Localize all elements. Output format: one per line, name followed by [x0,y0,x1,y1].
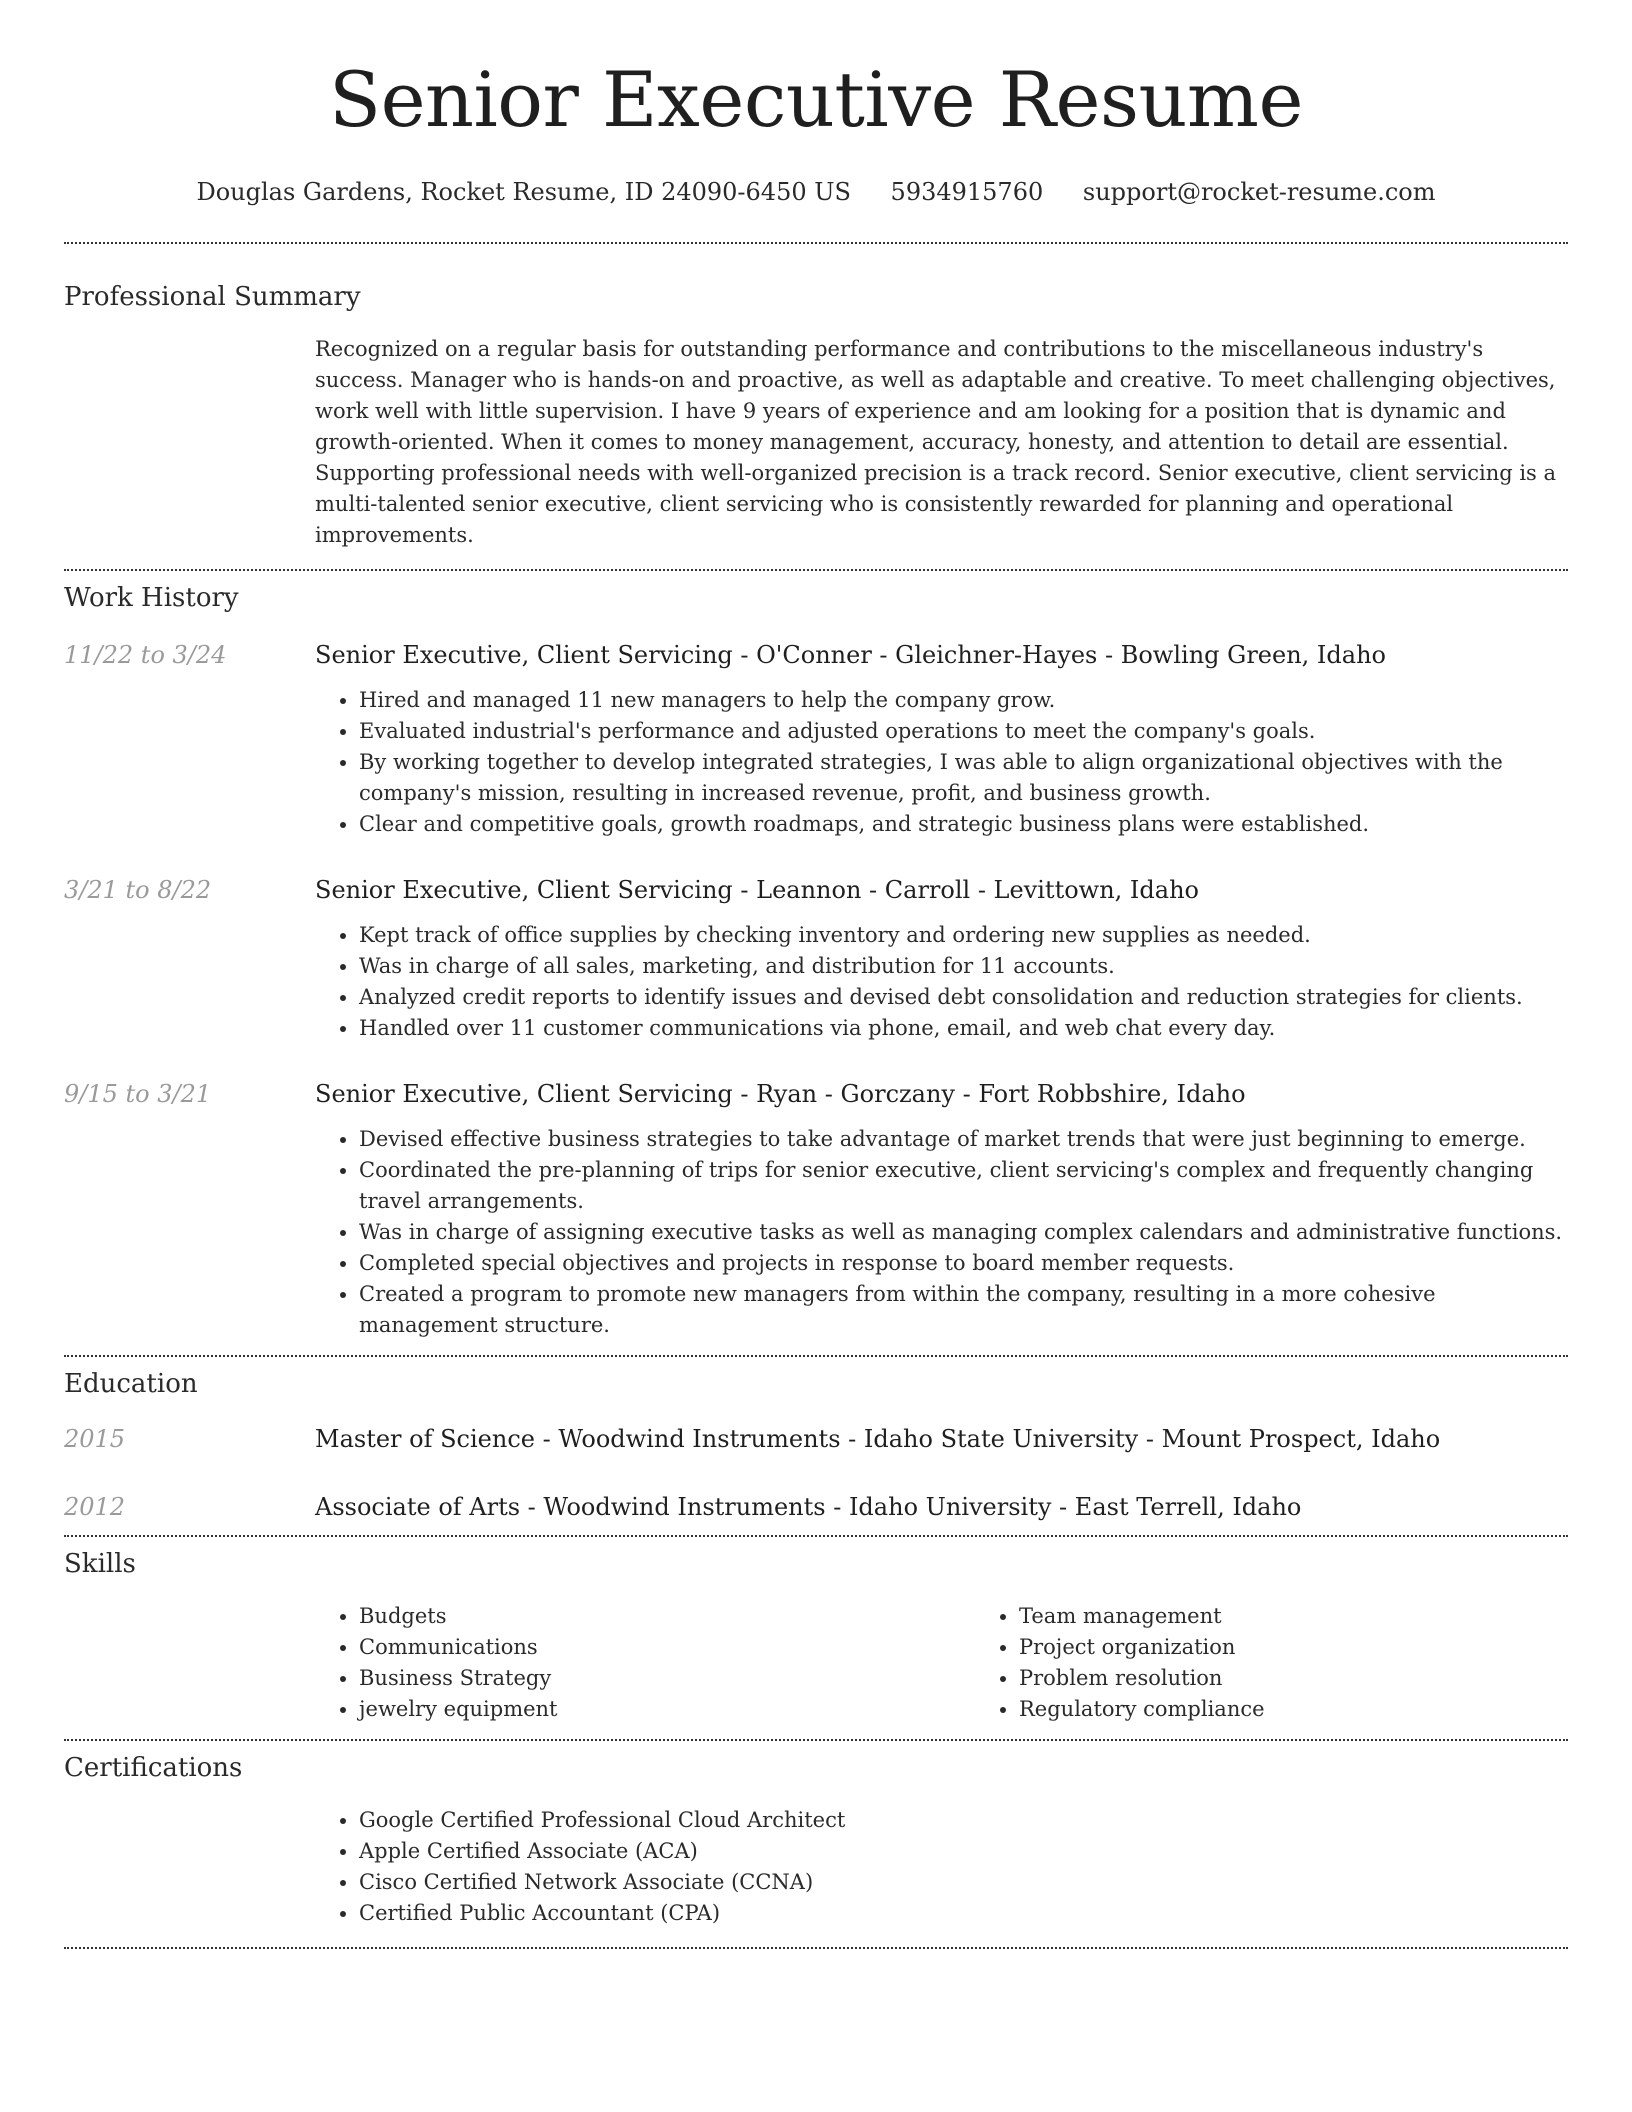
list-item: • Team management [1019,1601,1632,1632]
page-title: Senior Executive Resume [329,55,1303,144]
section-title-certifications: Certifications [64,1753,243,1783]
job-dates: 3/21 to 8/22 [64,876,212,904]
job-entry [64,874,1568,1044]
section-title-skills: Skills [64,1549,136,1579]
skills-list-right [975,1601,1632,1725]
list-item: • By working together to develop integrated strategies, I was able to align organizational objectives with the company's mission, resulting in increased revenue, profit, and business growth. [359,747,1568,809]
list-item: • Kept track of office supplies by checking inventory and ordering new supplies as needed. [359,920,1568,951]
education-year: 2012 [64,1493,126,1521]
education-degree: Master of Science - Woodwind Instruments - Idaho State University - Mount Prospect, Idaho [315,1425,1441,1453]
list-item: • Was in charge of all sales, marketing, and distribution for 11 accounts. [359,951,1568,982]
education-degree: Associate of Arts - Woodwind Instruments - Idaho University - East Terrell, Idaho [315,1493,1302,1521]
contact-address: Douglas Gardens, Rocket Resume, ID 24090-6450 US [196,178,851,206]
list-item: • Analyzed credit reports to identify issues and devised debt consolidation and reduction strategies for clients. [359,982,1568,1013]
list-item: • Hired and managed 11 new managers to help the company grow. [359,685,1568,716]
summary-section [64,244,1568,569]
list-item: • Problem resolution [1019,1663,1632,1694]
list-item: • Regulatory compliance [1019,1694,1632,1725]
list-item: • Coordinated the pre-planning of trips for senior executive, client servicing's complex and frequently changing travel arrangements. [359,1155,1568,1217]
list-item: • Business Strategy [359,1663,975,1694]
education-year: 2015 [64,1425,126,1453]
job-title: Senior Executive, Client Servicing - Leannon - Carroll - Levittown, Idaho [315,876,1199,904]
education-entry [64,1491,1568,1523]
list-item: • Handled over 11 customer communications via phone, email, and web chat every day. [359,1013,1568,1044]
contact-email: support@rocket-resume.com [1082,178,1436,206]
list-item: • Evaluated industrial's performance and adjusted operations to meet the company's goals. [359,716,1568,747]
job-entry [64,639,1568,840]
contact-phone: 5934915760 [890,178,1044,206]
certifications-section [64,1741,1568,1947]
divider [64,1947,1568,1949]
job-bullets [315,1124,1568,1341]
list-item: • Clear and competitive goals, growth roadmaps, and strategic business plans were established. [359,809,1568,840]
education-section [64,1357,1568,1535]
list-item: • jewelry equipment [359,1694,975,1725]
list-item: • Completed special objectives and projects in response to board member requests. [359,1248,1568,1279]
job-title: Senior Executive, Client Servicing - O'Conner - Gleichner-Hayes - Bowling Green, Idaho [315,641,1386,669]
list-item: • Communications [359,1632,975,1663]
list-item: • Google Certified Professional Cloud Architect [359,1805,1568,1836]
skills-list-left [315,1601,975,1725]
contact-line [64,176,1568,208]
job-title: Senior Executive, Client Servicing - Ryan - Gorczany - Fort Robbshire, Idaho [315,1080,1246,1108]
certifications-list [315,1805,1568,1929]
section-title-education: Education [64,1369,198,1399]
job-bullets [315,685,1568,840]
section-title-work: Work History [64,583,239,613]
list-item: • Project organization [1019,1632,1632,1663]
list-item: • Created a program to promote new managers from within the company, resulting in a more cohesive management structure. [359,1279,1568,1341]
skills-section [64,1537,1568,1739]
job-bullets [315,920,1568,1044]
work-section [64,571,1568,1355]
job-dates: 9/15 to 3/21 [64,1080,212,1108]
list-item: • Devised effective business strategies to take advantage of market trends that were just beginning to emerge. [359,1124,1568,1155]
list-item: • Certified Public Accountant (CPA) [359,1898,1568,1929]
summary-text: Recognized on a regular basis for outstanding performance and contributions to the miscellaneous industry's success. Manager who is hands-on and proactive, as well as adaptable and creative. To meet challenging objectives, work well with little supervision. I have 9 years of experience and am looking for a position that is dynamic and growth-oriented. When it comes to money management, accuracy, honesty, and attention to detail are essential. Supporting professional needs with well-organized precision is a track record. Senior executive, client servicing is a multi-talented senior executive, client servicing who is consistently rewarded for planning and operational improvements. [315,337,1557,547]
list-item: • Apple Certified Associate (ACA) [359,1836,1568,1867]
list-item: • Was in charge of assigning executive tasks as well as managing complex calendars and administrative functions. [359,1217,1568,1248]
list-item: • Cisco Certified Network Associate (CCNA) [359,1867,1568,1898]
section-title-summary: Professional Summary [64,282,361,312]
list-item: • Budgets [359,1601,975,1632]
education-entry [64,1423,1568,1455]
job-entry [64,1078,1568,1341]
job-dates: 11/22 to 3/24 [64,641,227,669]
